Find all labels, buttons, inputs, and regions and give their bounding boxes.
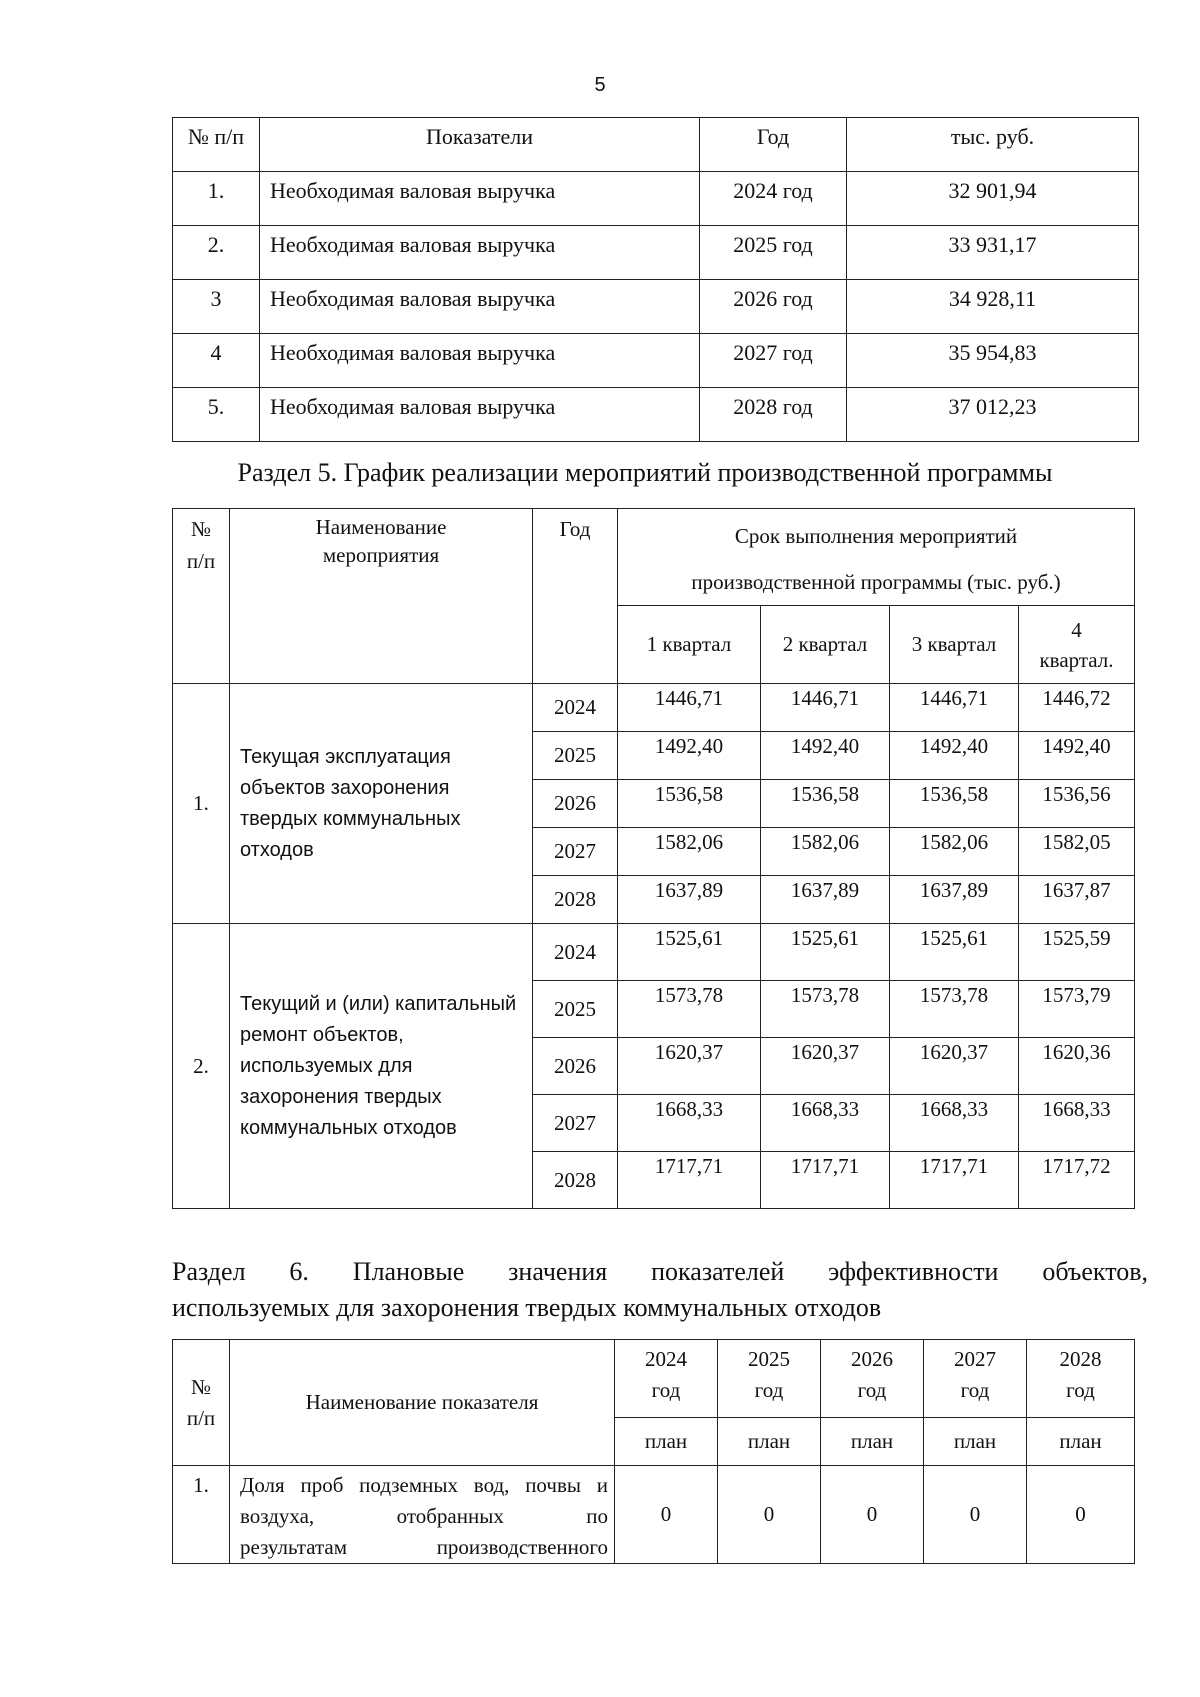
column-header: тыс. руб. — [847, 118, 1139, 172]
section6-title-line: используемых для захоронения твердых коммунальных отходов — [172, 1293, 882, 1322]
value-cell: 1525,61 — [890, 924, 1019, 981]
section6-title — [172, 1254, 1148, 1326]
value-cell: 1446,71 — [618, 684, 761, 732]
value-cell: 1492,40 — [1019, 732, 1135, 780]
indicator-name-line: Доля проб подземных вод, почвы и — [240, 1473, 608, 1497]
year-cell: 2024 — [533, 684, 618, 732]
header-line: год — [651, 1378, 681, 1402]
header-line: 2028 — [1059, 1347, 1102, 1371]
value-cell: 1620,37 — [761, 1038, 890, 1095]
header-line: производственной программы (тыс. руб.) — [691, 570, 1061, 594]
value-cell: 1582,06 — [761, 828, 890, 876]
value-cell: 1446,71 — [890, 684, 1019, 732]
header-line: Срок выполнения мероприятий — [734, 524, 1018, 548]
indicator-name: Необходимая валовая выручка — [260, 172, 700, 226]
value-cell: 1446,72 — [1019, 684, 1135, 732]
value-cell: 0 — [718, 1466, 821, 1564]
efficiency-table — [172, 1339, 1135, 1564]
value-cell: 1536,56 — [1019, 780, 1135, 828]
indicator-name: Необходимая валовая выручка — [260, 226, 700, 280]
indicator-name-line: воздуха, отобранных по — [240, 1504, 608, 1528]
year-cell: 2025 — [533, 981, 618, 1038]
column-header-plan: план — [924, 1418, 1027, 1466]
group-number: 1. — [173, 684, 230, 924]
value-cell: 1573,79 — [1019, 981, 1135, 1038]
column-header-q3: 3 квартал — [890, 606, 1019, 684]
column-header-number — [173, 1340, 230, 1466]
value-cell: 1620,37 — [618, 1038, 761, 1095]
row-number: 3 — [173, 280, 260, 334]
column-header-year — [821, 1340, 924, 1418]
value-cell: 0 — [821, 1466, 924, 1564]
table-row — [173, 226, 1139, 280]
value-cell: 1536,58 — [618, 780, 761, 828]
value-cell: 0 — [615, 1466, 718, 1564]
indicator-name — [230, 1466, 615, 1564]
column-header-year — [924, 1340, 1027, 1418]
header-line: год — [754, 1378, 784, 1402]
value-cell: 1582,06 — [618, 828, 761, 876]
header-line: 4 — [1071, 617, 1082, 642]
indicator-name: Необходимая валовая выручка — [260, 280, 700, 334]
value-cell: 1637,89 — [618, 876, 761, 924]
column-header-year: Год — [533, 509, 618, 684]
column-header: № п/п — [173, 118, 260, 172]
value-cell: 1525,61 — [618, 924, 761, 981]
year-cell: 2026 год — [700, 280, 847, 334]
year-cell: 2027 — [533, 1095, 618, 1152]
year-cell: 2028 — [533, 876, 618, 924]
row-number: 1. — [173, 1466, 230, 1564]
row-number: 5. — [173, 388, 260, 442]
value-cell: 1620,36 — [1019, 1038, 1135, 1095]
schedule-table — [172, 508, 1135, 1209]
column-header-name: Наименование показателя — [230, 1340, 615, 1466]
table-row — [173, 334, 1139, 388]
header-line: год — [857, 1378, 887, 1402]
header-line: п/п — [186, 1405, 216, 1430]
column-header-plan: план — [615, 1418, 718, 1466]
year-cell: 2024 — [533, 924, 618, 981]
column-header-q2: 2 квартал — [761, 606, 890, 684]
value-cell: 1620,37 — [890, 1038, 1019, 1095]
header-line: 2027 — [954, 1347, 996, 1371]
value-cell: 1717,72 — [1019, 1152, 1135, 1209]
header-line: 2026 — [851, 1347, 893, 1371]
value-cell: 1637,89 — [890, 876, 1019, 924]
value-cell: 1668,33 — [1019, 1095, 1135, 1152]
column-header-name: Наименование мероприятия — [230, 509, 533, 684]
header-line: № — [190, 1374, 212, 1399]
value-cell: 0 — [1027, 1466, 1135, 1564]
value-cell: 1668,33 — [890, 1095, 1019, 1152]
year-cell: 2025 год — [700, 226, 847, 280]
table-row — [173, 388, 1139, 442]
value-cell: 1492,40 — [761, 732, 890, 780]
page-number: 5 — [594, 74, 606, 96]
value-cell: 1573,78 — [890, 981, 1019, 1038]
year-cell: 2025 — [533, 732, 618, 780]
value-cell: 1573,78 — [618, 981, 761, 1038]
amount-cell: 32 901,94 — [847, 172, 1139, 226]
value-cell: 1668,33 — [761, 1095, 890, 1152]
value-cell: 1525,61 — [761, 924, 890, 981]
table-header-row — [173, 509, 1135, 606]
value-cell: 1492,40 — [890, 732, 1019, 780]
header-line: 2025 — [748, 1347, 790, 1371]
value-cell: 1582,05 — [1019, 828, 1135, 876]
year-cell: 2028 год — [700, 388, 847, 442]
table-row — [173, 172, 1139, 226]
value-cell: 1717,71 — [761, 1152, 890, 1209]
value-cell: 1492,40 — [618, 732, 761, 780]
year-cell: 2026 — [533, 1038, 618, 1095]
header-line: 2024 — [645, 1347, 687, 1371]
value-cell: 1637,87 — [1019, 876, 1135, 924]
indicator-name: Необходимая валовая выручка — [260, 334, 700, 388]
revenue-table — [172, 117, 1139, 442]
column-header-q1: 1 квартал — [618, 606, 761, 684]
table-header-row — [173, 118, 1139, 172]
column-header-plan: план — [1027, 1418, 1135, 1466]
amount-cell: 33 931,17 — [847, 226, 1139, 280]
column-header-number — [173, 509, 230, 684]
row-number: 4 — [173, 334, 260, 388]
amount-cell: 34 928,11 — [847, 280, 1139, 334]
row-number: 2. — [173, 226, 260, 280]
table-row — [173, 1466, 1135, 1564]
row-number: 1. — [173, 172, 260, 226]
activity-name: Текущая эксплуатация объектов захоронения твердых коммунальных отходов — [230, 684, 533, 924]
value-cell: 1637,89 — [761, 876, 890, 924]
year-cell: 2027 — [533, 828, 618, 876]
section6-title-line: Раздел 6. Плановые значения показателей эффективности объектов, — [172, 1257, 1148, 1286]
group-number: 2. — [173, 924, 230, 1209]
column-header-term — [618, 509, 1135, 606]
year-cell: 2027 год — [700, 334, 847, 388]
value-cell: 0 — [924, 1466, 1027, 1564]
indicator-name-line: результатам производственного — [240, 1535, 608, 1559]
value-cell: 1573,78 — [761, 981, 890, 1038]
value-cell: 1446,71 — [761, 684, 890, 732]
amount-cell: 35 954,83 — [847, 334, 1139, 388]
value-cell: 1717,71 — [890, 1152, 1019, 1209]
value-cell: 1536,58 — [761, 780, 890, 828]
amount-cell: 37 012,23 — [847, 388, 1139, 442]
table-row — [173, 684, 1135, 732]
header-line: № — [190, 517, 212, 541]
column-header: Показатели — [260, 118, 700, 172]
header-line: год — [960, 1378, 990, 1402]
indicator-name: Необходимая валовая выручка — [260, 388, 700, 442]
value-cell: 1525,59 — [1019, 924, 1135, 981]
section5-title: Раздел 5. График реализации мероприятий производственной программы — [237, 458, 1053, 487]
activity-name: Текущий и (или) капитальный ремонт объектов, используемых для захоронения твердых коммунальных отходов — [230, 924, 533, 1209]
value-cell: 1668,33 — [618, 1095, 761, 1152]
year-cell: 2028 — [533, 1152, 618, 1209]
column-header-q4 — [1019, 606, 1135, 684]
column-header-plan: план — [821, 1418, 924, 1466]
header-line: п/п — [186, 549, 216, 573]
column-header-year — [615, 1340, 718, 1418]
column-header-year — [1027, 1340, 1135, 1418]
year-cell: 2024 год — [700, 172, 847, 226]
table-row — [173, 280, 1139, 334]
column-header: Год — [700, 118, 847, 172]
table-row — [173, 924, 1135, 981]
table-header-row — [173, 1340, 1135, 1418]
column-header-plan: план — [718, 1418, 821, 1466]
year-cell: 2026 — [533, 780, 618, 828]
value-cell: 1536,58 — [890, 780, 1019, 828]
column-header-year — [718, 1340, 821, 1418]
header-line: квартал. — [1039, 647, 1114, 672]
header-line: год — [1066, 1378, 1095, 1402]
value-cell: 1582,06 — [890, 828, 1019, 876]
value-cell: 1717,71 — [618, 1152, 761, 1209]
